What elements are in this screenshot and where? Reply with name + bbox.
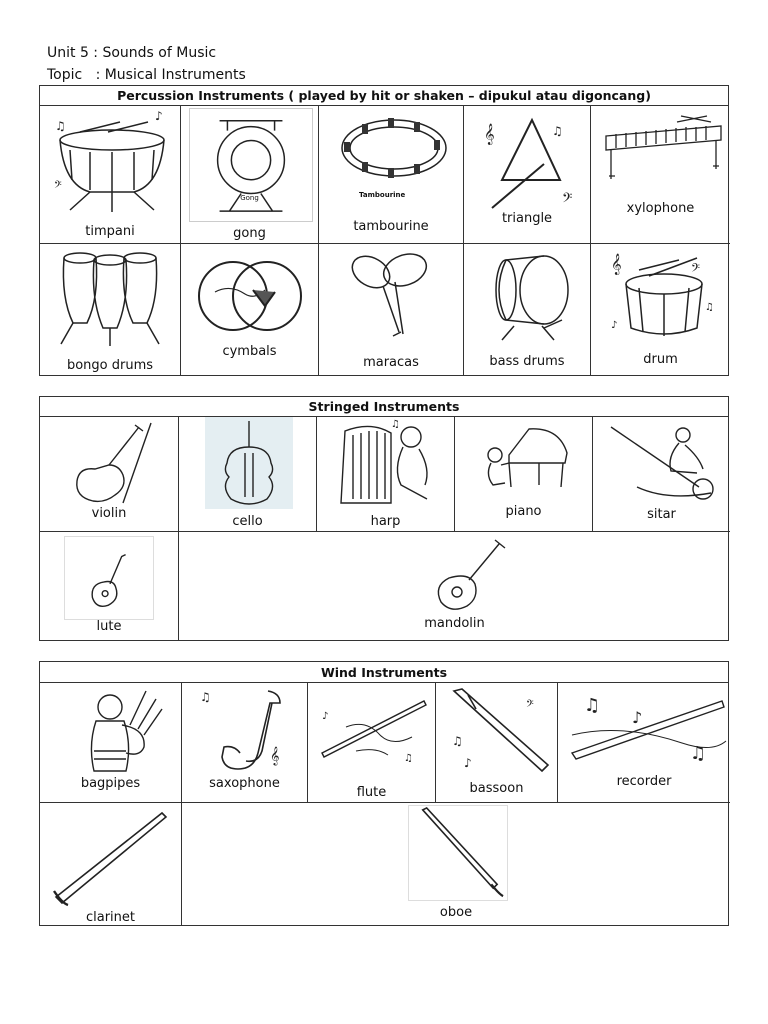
svg-text:𝄞: 𝄞: [484, 124, 495, 145]
unit-title: Unit 5 : Sounds of Music: [47, 45, 217, 61]
label-xylophone: xylophone: [626, 201, 695, 216]
piano-icon: [479, 425, 573, 495]
mandolin-icon: [419, 534, 519, 616]
label-sitar: sitar: [647, 507, 676, 522]
label-bassoon: bassoon: [469, 781, 524, 796]
cello-icon: [205, 417, 293, 509]
bongo-drums-icon: [55, 248, 165, 348]
cymbals-icon: [195, 248, 305, 343]
cell-cymbals: [180, 243, 318, 376]
xylophone-icon: [601, 114, 726, 184]
svg-text:♫: ♫: [705, 302, 714, 313]
recorder-icon: [562, 683, 728, 769]
violin-icon: [65, 419, 155, 509]
svg-text:♫: ♫: [584, 695, 601, 716]
cell-bassoon: [435, 683, 557, 802]
tambourine-icon: [334, 110, 454, 190]
cell-xylophone: [590, 106, 730, 243]
cell-drum: [590, 243, 730, 376]
label-flute: flute: [356, 785, 387, 800]
tambourine-picture-caption: Tambourine: [359, 191, 406, 199]
harp-icon: [331, 419, 441, 507]
cell-mandolin: [178, 531, 730, 640]
bagpipes-icon: [60, 685, 170, 777]
cell-clarinet: [40, 802, 181, 926]
cell-piano: [454, 417, 592, 531]
wind-table: [39, 661, 729, 926]
maracas-icon: [343, 252, 443, 342]
sitar-icon: [607, 423, 721, 503]
cell-gong: [180, 106, 318, 243]
svg-text:𝄢: 𝄢: [526, 698, 534, 712]
svg-text:𝄞: 𝄞: [270, 746, 280, 765]
cell-maracas: [318, 243, 463, 376]
label-piano: piano: [505, 504, 542, 519]
label-clarinet: clarinet: [85, 910, 136, 925]
svg-text:♪: ♪: [464, 756, 472, 770]
topic-title: Topic : Musical Instruments: [47, 67, 246, 83]
cell-tambourine: [318, 106, 463, 243]
svg-text:♫: ♫: [55, 119, 66, 133]
stringed-title: Stringed Instruments: [40, 397, 728, 417]
svg-text:♫: ♫: [391, 419, 400, 430]
stringed-table: [39, 396, 729, 641]
label-cello: cello: [232, 514, 263, 529]
label-oboe: oboe: [439, 905, 473, 920]
oboe-icon: [408, 805, 508, 901]
cell-oboe: [181, 802, 730, 926]
cell-cello: [178, 417, 316, 531]
cell-bass-drums: [463, 243, 590, 376]
svg-text:♪: ♪: [322, 711, 329, 722]
bass-drum-icon: [484, 248, 574, 343]
label-recorder: recorder: [616, 774, 672, 789]
svg-text:♫: ♫: [452, 734, 463, 748]
bassoon-icon: [446, 685, 552, 777]
label-triangle: triangle: [501, 211, 553, 226]
wind-title: Wind Instruments: [40, 662, 728, 683]
label-saxophone: saxophone: [209, 776, 280, 791]
label-gong: gong: [233, 226, 266, 241]
cell-triangle: [463, 106, 590, 243]
label-timpani: timpani: [85, 224, 135, 239]
svg-text:𝄞: 𝄞: [611, 254, 622, 275]
percussion-title: Percussion Instruments ( played by hit or shaken – dipukul atau digoncang): [40, 86, 728, 106]
cell-lute: [40, 531, 178, 640]
cell-harp: [316, 417, 454, 531]
cell-saxophone: [181, 683, 307, 802]
svg-text:♪: ♪: [611, 320, 618, 331]
gong-picture-caption: Gong: [240, 194, 259, 202]
label-bass-drums: bass drums: [489, 354, 565, 369]
cell-timpani: [40, 106, 180, 243]
svg-text:♫: ♫: [200, 690, 211, 704]
label-bagpipes: bagpipes: [80, 776, 141, 791]
label-violin: violin: [91, 506, 127, 521]
label-maracas: maracas: [363, 355, 419, 370]
percussion-table: [39, 85, 729, 376]
svg-text:♪: ♪: [632, 708, 643, 727]
label-harp: harp: [370, 514, 401, 529]
triangle-icon: [472, 110, 587, 210]
flute-icon: [316, 691, 432, 771]
cell-sitar: [592, 417, 730, 531]
svg-text:♪: ♪: [155, 110, 163, 123]
label-cymbals: cymbals: [222, 344, 277, 359]
svg-text:♫: ♫: [552, 124, 563, 138]
svg-text:♫: ♫: [404, 753, 413, 764]
label-lute: lute: [96, 619, 122, 634]
timpani-icon: [50, 110, 175, 220]
label-bongo-drums: bongo drums: [66, 358, 154, 373]
svg-text:♫: ♫: [690, 743, 707, 764]
cell-flute: [307, 683, 435, 802]
lute-icon: [64, 536, 154, 620]
saxophone-icon: [196, 685, 300, 775]
gong-icon: [189, 108, 313, 222]
drum-icon: [609, 248, 724, 343]
cell-recorder: [557, 683, 730, 802]
svg-text:𝄢: 𝄢: [54, 179, 62, 193]
label-mandolin: mandolin: [424, 616, 485, 631]
svg-text:𝄢: 𝄢: [691, 262, 701, 278]
label-tambourine: tambourine: [353, 219, 429, 234]
label-drum: drum: [643, 352, 678, 367]
cell-bagpipes: [40, 683, 181, 802]
cell-bongo-drums: [40, 243, 180, 376]
cell-violin: [40, 417, 178, 531]
clarinet-icon: [52, 807, 172, 907]
svg-text:𝄢: 𝄢: [562, 190, 573, 209]
